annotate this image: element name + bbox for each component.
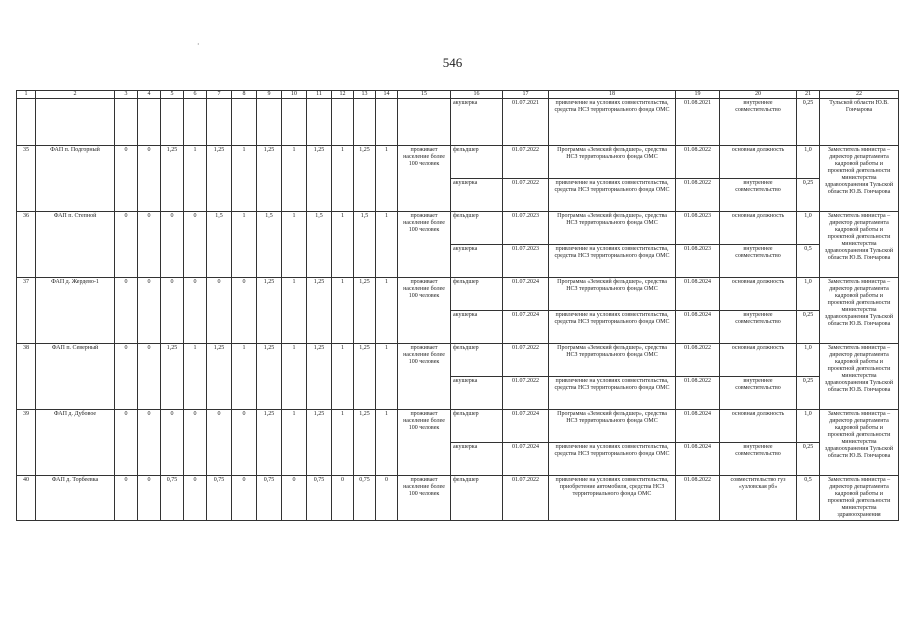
value-cell: 1,5: [354, 212, 376, 278]
empty-cell: [398, 99, 451, 146]
value-cell: 1,5: [257, 212, 282, 278]
column-number: 1: [17, 91, 36, 99]
start-date-cell: 01.07.2024: [503, 443, 549, 476]
column-number: 11: [307, 91, 332, 99]
form-cell: совместительство гуз «узловская рб»: [720, 476, 797, 521]
table-row: [17, 212, 899, 245]
value-cell: 1,25: [354, 278, 376, 344]
value-cell: 1,25: [307, 344, 332, 410]
empty-cell: [184, 99, 207, 146]
value-cell: 1,25: [307, 146, 332, 212]
value-cell: 0: [138, 146, 161, 212]
end-date-cell: 01.08.2023: [676, 245, 720, 278]
value-cell: 0: [115, 410, 138, 476]
rate-cell: 1,0: [797, 344, 820, 377]
value-cell: 1: [332, 146, 354, 212]
end-date-cell: 01.08.2022: [676, 476, 720, 521]
table-row: [17, 410, 899, 443]
column-number: 21: [797, 91, 820, 99]
empty-cell: [207, 99, 232, 146]
measure-cell: Программа «Земский фельдшер», средства НСЗ территориального фонда ОМС: [549, 344, 676, 377]
position-cell: фельдшер: [451, 476, 503, 521]
end-date-cell: 01.08.2023: [676, 212, 720, 245]
rate-cell: 0,25: [797, 311, 820, 344]
column-number: 2: [36, 91, 115, 99]
rate-cell: 1,0: [797, 410, 820, 443]
rate-cell: 0,25: [797, 99, 820, 146]
value-cell: 1,25: [161, 344, 184, 410]
start-date-cell: 01.07.2023: [503, 245, 549, 278]
measure-cell: привлечение на условиях совместительства, средства НСЗ территориального фонда ОМС: [549, 179, 676, 212]
value-cell: 0: [207, 410, 232, 476]
end-date-cell: 01.08.2022: [676, 377, 720, 410]
responsible-cell: Заместитель министра – директор департамента кадровой работы и проектной деятельности министерства здравоохранения Тульской области Ю.В. Гончарова: [820, 410, 899, 476]
value-cell: 1,5: [307, 212, 332, 278]
row-number-cell: 38: [17, 344, 36, 410]
page-number: 546: [442, 55, 463, 70]
column-number: 4: [138, 91, 161, 99]
value-cell: 1: [332, 278, 354, 344]
fap-name-cell: ФАП п. Северный: [36, 344, 115, 410]
population-cell: проживает население более 100 человек: [398, 278, 451, 344]
fap-name-cell: ФАП п. Подгорный: [36, 146, 115, 212]
table-row: [17, 476, 899, 521]
value-cell: 1: [376, 278, 398, 344]
fap-name-cell: ФАП д. Жердево-1: [36, 278, 115, 344]
column-number: 6: [184, 91, 207, 99]
form-cell: внутреннее совместительство: [720, 377, 797, 410]
value-cell: 1,25: [354, 344, 376, 410]
row-number-cell: 36: [17, 212, 36, 278]
responsible-cell: Заместитель министра – директор департамента кадровой работы и проектной деятельности министерства здравоохранения Тульской области Ю.В. Гончарова: [820, 344, 899, 410]
empty-cell: [307, 99, 332, 146]
position-cell: акушерка: [451, 311, 503, 344]
responsible-cell: Заместитель министра – директор департамента кадровой работы и проектной деятельности министерства здравоохранения Тульской области Ю.В. Гончарова: [820, 146, 899, 212]
value-cell: 0,75: [354, 476, 376, 521]
column-number: 5: [161, 91, 184, 99]
empty-cell: [115, 99, 138, 146]
start-date-cell: 01.07.2022: [503, 179, 549, 212]
value-cell: 1,25: [257, 410, 282, 476]
rate-cell: 1,0: [797, 278, 820, 311]
value-cell: 0,75: [161, 476, 184, 521]
empty-cell: [354, 99, 376, 146]
measure-cell: привлечение на условиях совместительства, средства НСЗ территориального фонда ОМС: [549, 99, 676, 146]
fap-name-cell: ФАП д. Дубовое: [36, 410, 115, 476]
value-cell: 1: [376, 212, 398, 278]
value-cell: 0,75: [257, 476, 282, 521]
empty-cell: [282, 99, 307, 146]
value-cell: 0: [115, 146, 138, 212]
value-cell: 0: [161, 278, 184, 344]
empty-cell: [36, 99, 115, 146]
empty-cell: [138, 99, 161, 146]
staffing-table: [16, 90, 899, 521]
rate-cell: 0,5: [797, 476, 820, 521]
column-number: 8: [232, 91, 257, 99]
value-cell: 0: [138, 212, 161, 278]
value-cell: 1: [184, 146, 207, 212]
value-cell: 0: [138, 410, 161, 476]
table-row: [17, 146, 899, 179]
empty-cell: [257, 99, 282, 146]
empty-cell: [161, 99, 184, 146]
value-cell: 0: [232, 476, 257, 521]
value-cell: 0: [115, 344, 138, 410]
value-cell: 0: [184, 476, 207, 521]
value-cell: 0: [138, 476, 161, 521]
population-cell: проживает население более 100 человек: [398, 410, 451, 476]
column-number: 22: [820, 91, 899, 99]
start-date-cell: 01.07.2024: [503, 278, 549, 311]
row-number-cell: 39: [17, 410, 36, 476]
form-cell: внутреннее совместительство: [720, 311, 797, 344]
value-cell: 0,75: [307, 476, 332, 521]
value-cell: 1: [184, 344, 207, 410]
value-cell: 0: [115, 476, 138, 521]
table-row: [17, 344, 899, 377]
measure-cell: Программа «Земский фельдшер», средства НСЗ территориального фонда ОМС: [549, 410, 676, 443]
measure-cell: привлечение на условиях совместительства, средства НСЗ территориального фонда ОМС: [549, 377, 676, 410]
column-number: 20: [720, 91, 797, 99]
value-cell: 1: [332, 344, 354, 410]
responsible-cell: Заместитель министра – директор департамента кадровой работы и проектной деятельности министерства здравоохранения: [820, 476, 899, 521]
measure-cell: Программа «Земский фельдшер», средства НСЗ территориального фонда ОМС: [549, 212, 676, 245]
start-date-cell: 01.07.2022: [503, 344, 549, 377]
value-cell: 0: [376, 476, 398, 521]
value-cell: 1: [232, 212, 257, 278]
value-cell: 0: [232, 278, 257, 344]
value-cell: 1,25: [257, 146, 282, 212]
value-cell: 1: [282, 410, 307, 476]
value-cell: 1,25: [307, 410, 332, 476]
continuation-row: [17, 99, 899, 146]
column-number: 14: [376, 91, 398, 99]
column-number: 17: [503, 91, 549, 99]
form-cell: внутреннее совместительство: [720, 179, 797, 212]
rate-cell: 0,25: [797, 179, 820, 212]
value-cell: 1,25: [257, 278, 282, 344]
value-cell: 0: [184, 410, 207, 476]
position-cell: акушерка: [451, 443, 503, 476]
responsible-cell: Заместитель министра – директор департамента кадровой работы и проектной деятельности министерства здравоохранения Тульской области Ю.В. Гончарова: [820, 278, 899, 344]
value-cell: 0: [184, 212, 207, 278]
form-cell: внутреннее совместительство: [720, 99, 797, 146]
position-cell: акушерка: [451, 377, 503, 410]
value-cell: 0: [115, 212, 138, 278]
form-cell: основная должность: [720, 278, 797, 311]
value-cell: 0: [332, 476, 354, 521]
rate-cell: 1,0: [797, 212, 820, 245]
value-cell: 1: [282, 146, 307, 212]
value-cell: 1,5: [207, 212, 232, 278]
value-cell: 0: [207, 278, 232, 344]
start-date-cell: 01.07.2021: [503, 99, 549, 146]
value-cell: 0: [138, 278, 161, 344]
responsible-cell: Тульской области Ю.В. Гончарова: [820, 99, 899, 146]
end-date-cell: 01.08.2021: [676, 99, 720, 146]
position-cell: акушерка: [451, 245, 503, 278]
value-cell: 0: [184, 278, 207, 344]
responsible-cell: Заместитель министра – директор департамента кадровой работы и проектной деятельности министерства здравоохранения Тульской области Ю.В. Гончарова: [820, 212, 899, 278]
form-cell: основная должность: [720, 212, 797, 245]
value-cell: 1: [232, 344, 257, 410]
fap-name-cell: ФАП п. Степной: [36, 212, 115, 278]
measure-cell: привлечение на условиях совместительства, приобретение автомобиля, средства НСЗ территориального фонда ОМС: [549, 476, 676, 521]
value-cell: 1,25: [257, 344, 282, 410]
end-date-cell: 01.08.2024: [676, 443, 720, 476]
rate-cell: 0,5: [797, 245, 820, 278]
value-cell: 1: [282, 212, 307, 278]
position-cell: акушерка: [451, 179, 503, 212]
measure-cell: привлечение на условиях совместительства, средства НСЗ территориального фонда ОМС: [549, 311, 676, 344]
rate-cell: 0,25: [797, 443, 820, 476]
end-date-cell: 01.08.2024: [676, 410, 720, 443]
population-cell: проживает население более 100 человек: [398, 344, 451, 410]
population-cell: проживает население более 100 человек: [398, 212, 451, 278]
value-cell: 0: [138, 344, 161, 410]
value-cell: 0: [161, 410, 184, 476]
row-number-cell: 37: [17, 278, 36, 344]
population-cell: проживает население более 100 человек: [398, 476, 451, 521]
value-cell: 1: [332, 410, 354, 476]
value-cell: 1: [332, 212, 354, 278]
value-cell: 0: [161, 212, 184, 278]
rate-cell: 0,25: [797, 377, 820, 410]
row-number-cell: 35: [17, 146, 36, 212]
column-number-row: [17, 91, 899, 99]
column-number: 10: [282, 91, 307, 99]
start-date-cell: 01.07.2022: [503, 377, 549, 410]
column-number: 9: [257, 91, 282, 99]
value-cell: 1,25: [161, 146, 184, 212]
column-number: 16: [451, 91, 503, 99]
measure-cell: привлечение на условиях совместительства, средства НСЗ территориального фонда ОМС: [549, 443, 676, 476]
start-date-cell: 01.07.2024: [503, 410, 549, 443]
start-date-cell: 01.07.2022: [503, 146, 549, 179]
column-number: 7: [207, 91, 232, 99]
value-cell: 1: [282, 278, 307, 344]
value-cell: 0: [232, 410, 257, 476]
value-cell: 1,25: [207, 146, 232, 212]
value-cell: 1,25: [354, 146, 376, 212]
measure-cell: Программа «Земский фельдшер», средства НСЗ территориального фонда ОМС: [549, 278, 676, 311]
population-cell: проживает население более 100 человек: [398, 146, 451, 212]
row-number-cell: 40: [17, 476, 36, 521]
value-cell: 1,25: [307, 278, 332, 344]
value-cell: 0: [282, 476, 307, 521]
end-date-cell: 01.08.2024: [676, 311, 720, 344]
table-row: [17, 278, 899, 311]
measure-cell: Программа «Земский фельдшер», средства НСЗ территориального фонда ОМС: [549, 146, 676, 179]
value-cell: 0: [115, 278, 138, 344]
end-date-cell: 01.08.2022: [676, 179, 720, 212]
form-cell: основная должность: [720, 344, 797, 377]
end-date-cell: 01.08.2024: [676, 278, 720, 311]
position-cell: фельдшер: [451, 410, 503, 443]
value-cell: 1: [282, 344, 307, 410]
form-cell: внутреннее совместительство: [720, 443, 797, 476]
value-cell: 1: [376, 146, 398, 212]
form-cell: основная должность: [720, 146, 797, 179]
start-date-cell: 01.07.2024: [503, 311, 549, 344]
column-number: 13: [354, 91, 376, 99]
measure-cell: привлечение на условиях совместительства, средства НСЗ территориального фонда ОМС: [549, 245, 676, 278]
column-number: 15: [398, 91, 451, 99]
column-number: 3: [115, 91, 138, 99]
form-cell: основная должность: [720, 410, 797, 443]
value-cell: 1,25: [207, 344, 232, 410]
position-cell: акушерка: [451, 99, 503, 146]
start-date-cell: 01.07.2023: [503, 212, 549, 245]
position-cell: фельдшер: [451, 146, 503, 179]
position-cell: фельдшер: [451, 344, 503, 377]
value-cell: 0,75: [207, 476, 232, 521]
empty-cell: [232, 99, 257, 146]
fap-name-cell: ФАП д. Торбеевка: [36, 476, 115, 521]
column-number: 18: [549, 91, 676, 99]
rate-cell: 1,0: [797, 146, 820, 179]
empty-cell: [376, 99, 398, 146]
position-cell: фельдшер: [451, 212, 503, 245]
empty-cell: [332, 99, 354, 146]
column-number: 12: [332, 91, 354, 99]
form-cell: внутреннее совместительство: [720, 245, 797, 278]
start-date-cell: 01.07.2022: [503, 476, 549, 521]
column-number: 19: [676, 91, 720, 99]
position-cell: фельдшер: [451, 278, 503, 311]
value-cell: 1: [376, 410, 398, 476]
end-date-cell: 01.08.2022: [676, 344, 720, 377]
end-date-cell: 01.08.2022: [676, 146, 720, 179]
value-cell: 1: [376, 344, 398, 410]
scan-speck: ·: [197, 40, 200, 49]
value-cell: 1: [232, 146, 257, 212]
value-cell: 1,25: [354, 410, 376, 476]
empty-cell: [17, 99, 36, 146]
